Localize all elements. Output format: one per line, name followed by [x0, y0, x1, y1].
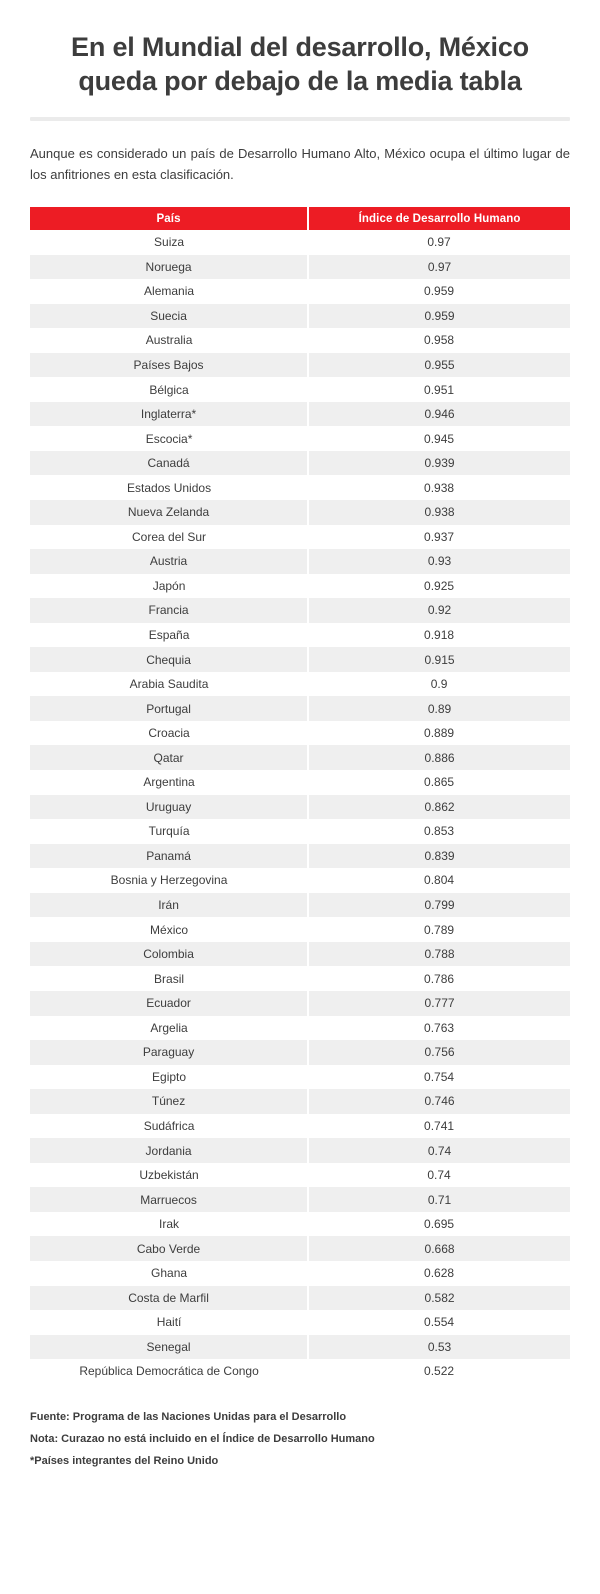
cell-hdi-value: 0.937 — [424, 529, 455, 544]
cell-country: Portugal — [30, 696, 308, 721]
cell-country: Países Bajos — [30, 353, 308, 378]
cell-hdi-value: 0.71 — [308, 1187, 570, 1212]
footnote-source: Fuente: Programa de las Naciones Unidas para el Desarrollo — [30, 1410, 347, 1423]
cell-hdi-value: 0.915 — [308, 647, 570, 672]
cell-country: México — [150, 922, 189, 937]
cell-country: Brasil — [154, 971, 185, 986]
title-block — [0, 0, 600, 98]
cell-country: Ecuador — [30, 991, 308, 1016]
cell-hdi-value: 0.777 — [308, 991, 570, 1016]
cell-hdi-value: 0.925 — [424, 578, 455, 593]
table-row — [30, 917, 570, 942]
cell-country: Alemania — [144, 284, 195, 299]
cell-country: Jordania — [30, 1138, 308, 1163]
table-row — [30, 770, 570, 795]
cell-country: Uzbekistán — [139, 1168, 199, 1183]
cell-hdi-value: 0.955 — [308, 353, 570, 378]
cell-country: Argelia — [150, 1020, 188, 1035]
table-row — [30, 819, 570, 844]
cell-country: Turquía — [148, 824, 190, 839]
table-row — [30, 598, 570, 623]
hdi-table — [30, 207, 570, 1384]
table-row — [30, 1138, 570, 1163]
cell-country: Haití — [156, 1315, 182, 1330]
cell-hdi-value: 0.804 — [424, 873, 455, 888]
cell-country: Croacia — [148, 726, 190, 741]
cell-hdi-value: 0.763 — [424, 1020, 455, 1035]
table-row — [30, 402, 570, 427]
cell-hdi-value: 0.756 — [308, 1040, 570, 1065]
cell-hdi-value: 0.668 — [308, 1236, 570, 1261]
cell-hdi-value: 0.97 — [427, 235, 451, 250]
cell-hdi-value: 0.945 — [424, 431, 455, 446]
cell-hdi-value: 0.938 — [308, 500, 570, 525]
table-row — [30, 721, 570, 746]
table-row — [30, 745, 570, 770]
table-row — [30, 1261, 570, 1286]
table-row — [30, 255, 570, 280]
footnotes-block — [30, 1406, 600, 1472]
table-row — [30, 500, 570, 525]
cell-hdi-value: 0.839 — [308, 844, 570, 869]
cell-hdi-value: 0.582 — [308, 1286, 570, 1311]
cell-hdi-value: 0.889 — [424, 726, 455, 741]
hdi-table-container — [30, 207, 570, 1384]
footnote-note: Nota: Curazao no está incluido en el Índice de Desarrollo Humano — [30, 1432, 375, 1445]
cell-country: Senegal — [30, 1335, 308, 1360]
table-row — [30, 426, 570, 451]
cell-country: Suiza — [154, 235, 185, 250]
table-row — [30, 672, 570, 697]
cell-hdi-value: 0.786 — [424, 971, 455, 986]
table-row — [30, 1310, 570, 1335]
cell-country: Chequia — [30, 647, 308, 672]
cell-hdi-value: 0.522 — [424, 1364, 455, 1379]
title-divider — [30, 117, 570, 121]
cell-hdi-value: 0.53 — [308, 1335, 570, 1360]
cell-hdi-value: 0.741 — [424, 1118, 455, 1133]
table-row — [30, 328, 570, 353]
table-row — [30, 966, 570, 991]
cell-country: España — [148, 628, 190, 643]
cell-country: Suecia — [30, 304, 308, 329]
table-row — [30, 1065, 570, 1090]
table-row — [30, 1114, 570, 1139]
cell-hdi-value: 0.959 — [308, 304, 570, 329]
table-row — [30, 647, 570, 672]
table-row — [30, 1089, 570, 1114]
table-header-row — [30, 207, 570, 230]
table-row — [30, 574, 570, 599]
table-row — [30, 844, 570, 869]
cell-country: Austria — [30, 549, 308, 574]
cell-hdi-value: 0.938 — [424, 480, 455, 495]
cell-country: Bélgica — [149, 382, 189, 397]
cell-hdi-value: 0.862 — [308, 795, 570, 820]
cell-hdi-value: 0.746 — [308, 1089, 570, 1114]
table-row — [30, 868, 570, 893]
table-row — [30, 1212, 570, 1237]
cell-hdi-value: 0.628 — [424, 1266, 455, 1281]
cell-country: Egipto — [152, 1069, 187, 1084]
cell-country: Qatar — [30, 745, 308, 770]
cell-country: República Democrática de Congo — [79, 1364, 259, 1379]
table-row — [30, 1236, 570, 1261]
cell-country: Inglaterra* — [30, 402, 308, 427]
cell-hdi-value: 0.959 — [424, 284, 455, 299]
table-row — [30, 1016, 570, 1041]
page-title: En el Mundial del desarrollo, México queda por debajo de la media tabla — [71, 32, 529, 96]
table-body — [30, 230, 570, 1384]
cell-hdi-value: 0.853 — [424, 824, 455, 839]
cell-hdi-value: 0.886 — [308, 745, 570, 770]
cell-hdi-value: 0.89 — [308, 696, 570, 721]
cell-hdi-value: 0.951 — [424, 382, 455, 397]
cell-country: Panamá — [30, 844, 308, 869]
cell-country: Noruega — [30, 255, 308, 280]
cell-hdi-value: 0.554 — [424, 1315, 455, 1330]
cell-hdi-value: 0.74 — [308, 1138, 570, 1163]
cell-country: Japón — [152, 578, 186, 593]
cell-hdi-value: 0.939 — [308, 451, 570, 476]
cell-hdi-value: 0.788 — [308, 942, 570, 967]
cell-country: Irán — [30, 893, 308, 918]
cell-hdi-value: 0.93 — [308, 549, 570, 574]
cell-country: Nueva Zelanda — [30, 500, 308, 525]
footnote-asterisk: *Países integrantes del Reino Unido — [30, 1454, 219, 1467]
table-row — [30, 279, 570, 304]
table-row — [30, 475, 570, 500]
cell-country: Canadá — [30, 451, 308, 476]
cell-country: Paraguay — [30, 1040, 308, 1065]
cell-hdi-value: 0.958 — [424, 333, 455, 348]
cell-country: Irak — [159, 1217, 180, 1232]
cell-hdi-value: 0.799 — [308, 893, 570, 918]
cell-hdi-value: 0.754 — [424, 1069, 455, 1084]
table-row — [30, 353, 570, 378]
cell-hdi-value: 0.789 — [424, 922, 455, 937]
table-row — [30, 893, 570, 918]
cell-country: Escocia* — [145, 431, 193, 446]
table-row — [30, 304, 570, 329]
table-row — [30, 991, 570, 1016]
cell-country: Argentina — [143, 775, 195, 790]
table-row — [30, 1286, 570, 1311]
cell-country: Cabo Verde — [30, 1236, 308, 1261]
table-row — [30, 942, 570, 967]
cell-country: Uruguay — [30, 795, 308, 820]
cell-country: Ghana — [151, 1266, 188, 1281]
cell-country: Estados Unidos — [127, 480, 212, 495]
cell-hdi-value: 0.97 — [308, 255, 570, 280]
cell-country: Costa de Marfil — [30, 1286, 308, 1311]
table-header — [30, 207, 570, 230]
table-row — [30, 1359, 570, 1384]
cell-country: Sudáfrica — [143, 1118, 195, 1133]
cell-country: Francia — [30, 598, 308, 623]
table-row — [30, 623, 570, 648]
cell-country: Australia — [145, 333, 193, 348]
table-row — [30, 230, 570, 255]
table-row — [30, 1040, 570, 1065]
table-row — [30, 1163, 570, 1188]
cell-country: Túnez — [30, 1089, 308, 1114]
cell-country: Arabia Saudita — [129, 677, 209, 692]
table-row — [30, 795, 570, 820]
cell-hdi-value: 0.9 — [430, 677, 448, 692]
cell-country: Bosnia y Herzegovina — [110, 873, 228, 888]
cell-hdi-value: 0.865 — [424, 775, 455, 790]
cell-hdi-value: 0.695 — [424, 1217, 455, 1232]
table-row — [30, 696, 570, 721]
cell-hdi-value: 0.918 — [424, 628, 455, 643]
cell-country: Colombia — [30, 942, 308, 967]
table-row — [30, 525, 570, 550]
page-subtitle: Aunque es considerado un país de Desarrollo Humano Alto, México ocupa el último lugar de los anfitriones en esta clasificación. — [30, 146, 570, 182]
cell-hdi-value: 0.74 — [427, 1168, 451, 1183]
column-header-country: País — [30, 207, 308, 230]
table-row — [30, 377, 570, 402]
cell-country: Marruecos — [30, 1187, 308, 1212]
table-row — [30, 1187, 570, 1212]
column-header-hdi: Índice de Desarrollo Humano — [308, 207, 570, 230]
table-row — [30, 451, 570, 476]
cell-hdi-value: 0.946 — [308, 402, 570, 427]
cell-hdi-value: 0.92 — [308, 598, 570, 623]
cell-country: Corea del Sur — [132, 529, 207, 544]
table-row — [30, 1335, 570, 1360]
table-row — [30, 549, 570, 574]
